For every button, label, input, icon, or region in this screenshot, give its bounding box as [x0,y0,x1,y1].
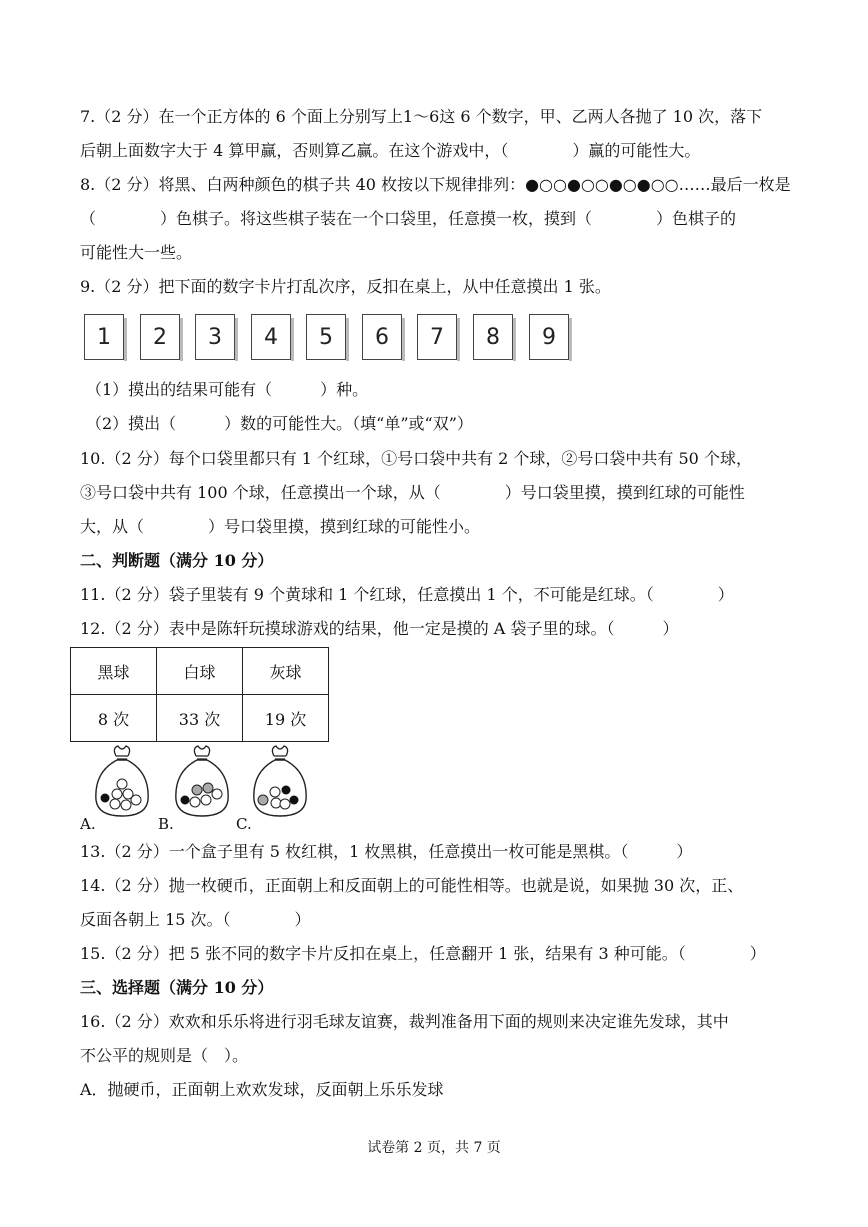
q7-line-2: 后朝上面数字大于 4 算甲赢，否则算乙赢。在这个游戏中，（ ）赢的可能性大。 [80,141,701,160]
bag-c-image [248,742,312,822]
q11-line: 11.（2 分）袋子里装有 9 个黄球和 1 个红球，任意摸出 1 个，不可能是红球。（ ） [80,585,734,604]
q8-line-1: 8.（2 分）将黑、白两种颜色的棋子共 40 枚按以下规律排列：●○○●○○●○●○○……最后一枚是 [80,175,791,194]
q14-line-2: 反面各朝上 15 次。（ ） [80,910,311,929]
q12-line: 12.（2 分）表中是陈轩玩摸球游戏的结果，他一定是摸的 A 袋子里的球。（ ） [80,619,679,638]
page-footer: 试卷第 2 页，共 7 页 [367,1140,501,1156]
bag-b-image [170,742,234,822]
q16-line-2: 不公平的规则是（ ）。 [80,1046,249,1065]
table-header-white: 白球 [157,648,243,695]
q7-line-1: 7.（2 分）在一个正方体的 6 个面上分别写上1～6这 6 个数字，甲、乙两人各抛了 10 次，落下 [80,107,763,126]
number-card: 2 [140,314,180,360]
q16-line-1: 16.（2 分）欢欢和乐乐将进行羽毛球友谊赛，裁判准备用下面的规则来决定谁先发球，其中 [80,1012,729,1031]
result-table [70,647,329,742]
number-card: 7 [417,314,457,360]
number-card: 1 [84,314,124,360]
table-value-gray: 19 次 [243,695,329,742]
bag-option-a: A. [80,815,96,833]
number-card: 8 [473,314,513,360]
q15-line: 15.（2 分）把 5 张不同的数字卡片反扣在桌上，任意翻开 1 张，结果有 3 种可能。（ ） [80,944,766,963]
number-card: 9 [529,314,569,360]
bag-a-image [90,742,154,822]
bag-option-c: C. [236,815,252,833]
q9-sub-2: （2）摸出（ ）数的可能性大。（填“单”或“双”） [86,414,473,433]
q8-line-2: （ ）色棋子。将这些棋子装在一个口袋里，任意摸一枚，摸到（ ）色棋子的 [80,209,737,228]
section-heading-choice: 三、选择题（满分 10 分） [80,978,274,997]
number-card: 3 [195,314,235,360]
q10-line-2: ③号口袋中共有 100 个球，任意摸出一个球，从（ ）号口袋里摸，摸到红球的可能性 [80,483,745,502]
bag-option-b: B. [158,815,174,833]
table-value-white: 33 次 [157,695,243,742]
number-card: 5 [306,314,346,360]
q16-option-a: A．抛硬币，正面朝上欢欢发球，反面朝上乐乐发球 [80,1080,444,1099]
q9-line-1: 9.（2 分）把下面的数字卡片打乱次序，反扣在桌上，从中任意摸出 1 张。 [80,277,611,296]
q13-line: 13.（2 分）一个盒子里有 5 枚红棋，1 枚黑棋，任意摸出一枚可能是黑棋。（ ） [80,842,693,861]
q9-sub-1: （1）摸出的结果可能有（ ）种。 [86,380,369,399]
number-card: 6 [362,314,402,360]
table-value-black: 8 次 [71,695,157,742]
q10-line-1: 10.（2 分）每个口袋里都只有 1 个红球，①号口袋中共有 2 个球，②号口袋中共有 50 个球， [80,449,752,468]
q8-line-3: 可能性大一些。 [80,243,193,262]
q14-line-1: 14.（2 分）抛一枚硬币，正面朝上和反面朝上的可能性相等。也就是说，如果抛 30 次，正、 [80,876,744,895]
number-card: 4 [251,314,291,360]
section-heading-judgement: 二、判断题（满分 10 分） [80,551,274,570]
table-header-gray: 灰球 [243,648,329,695]
table-header-black: 黑球 [71,648,157,695]
q10-line-3: 大，从（ ）号口袋里摸，摸到红球的可能性小。 [80,517,481,536]
